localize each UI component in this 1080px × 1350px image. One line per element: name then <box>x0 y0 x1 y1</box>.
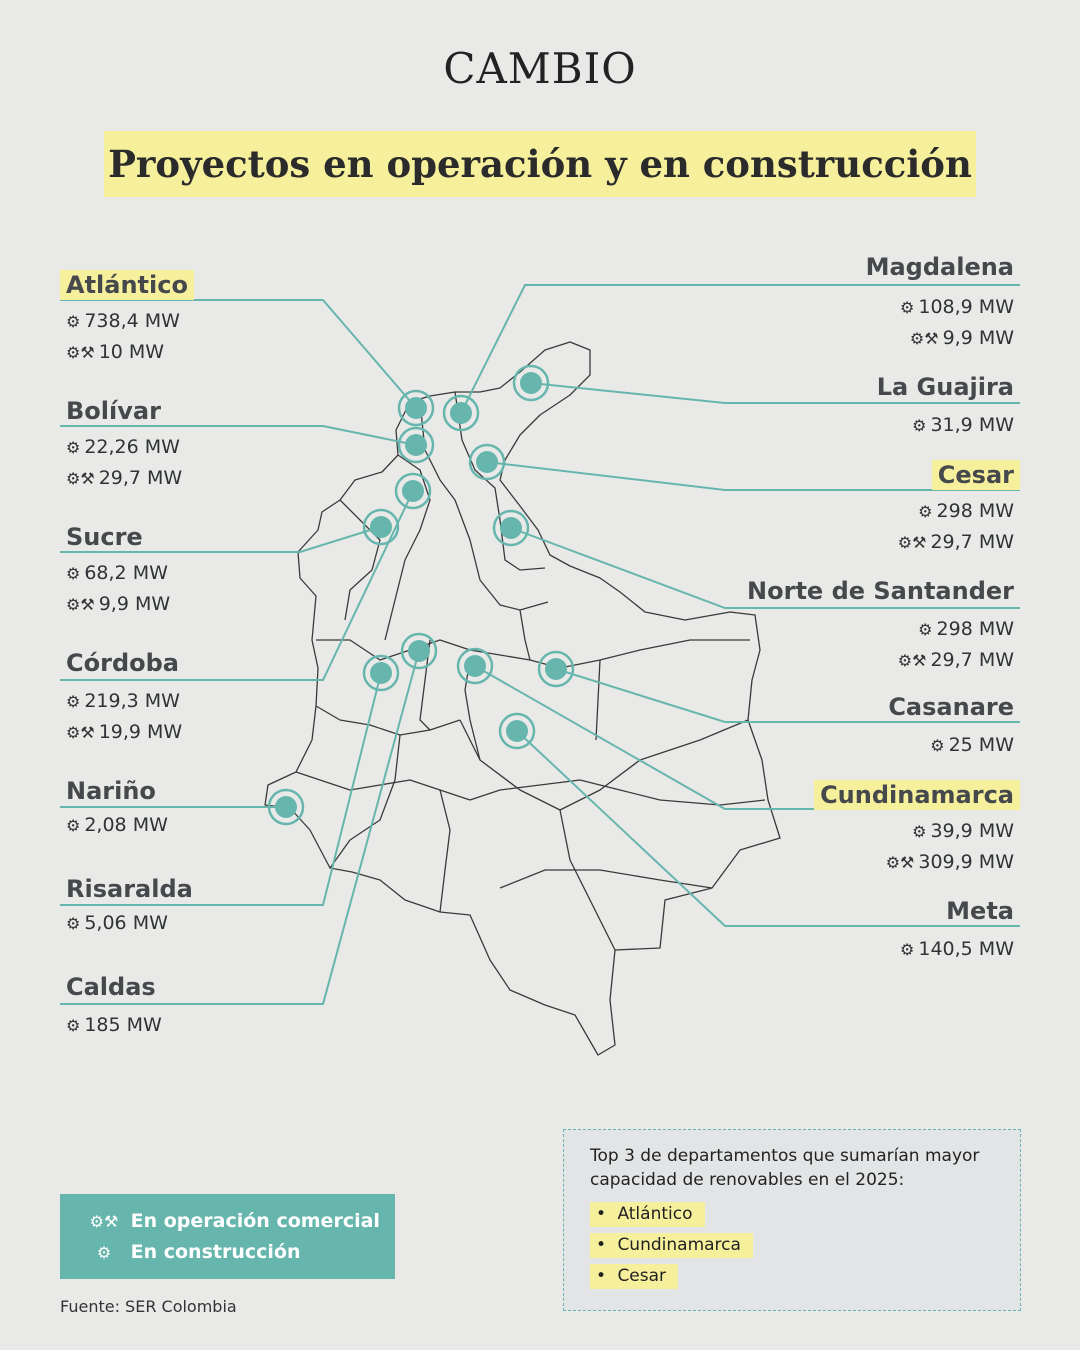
solar-gear-icon: ⚙ <box>96 1243 112 1262</box>
construction-stat: ⚙⚒ 10 MW <box>60 337 400 368</box>
solar-gear-icon: ⚙ <box>66 692 81 711</box>
dept-name: Atlántico <box>60 270 194 300</box>
gear-hammer-icon: ⚙⚒ <box>66 343 95 362</box>
solar-gear-icon: ⚙ <box>900 298 915 317</box>
dept-name: La Guajira <box>876 373 1014 401</box>
marker-atlantico <box>399 391 433 425</box>
list-item: • Atlántico <box>590 1202 1020 1227</box>
gear-hammer-icon: ⚙⚒ <box>897 533 927 552</box>
operation-stat: ⚙ 219,3 MW <box>60 686 400 717</box>
internal-border <box>596 660 600 740</box>
gear-hammer-icon: ⚙⚒ <box>66 469 95 488</box>
legend-item-construction: ⚙ En construcción <box>88 1237 395 1268</box>
operation-stat: ⚙ 738,4 MW <box>60 306 400 337</box>
dept-name: Casanare <box>888 693 1014 721</box>
marker-norte-de-santander <box>494 511 528 545</box>
marker-cordoba <box>396 474 430 508</box>
operation-stat: ⚙ 298 MW <box>680 614 1020 645</box>
solar-gear-icon: ⚙ <box>912 822 927 841</box>
construction-stat: ⚙⚒ 9,9 MW <box>680 323 1020 354</box>
solar-gear-icon: ⚙ <box>930 736 945 755</box>
marker-bolivar <box>399 428 433 462</box>
marker-casanare <box>539 652 573 686</box>
construction-stat: ⚙⚒ 309,9 MW <box>680 847 1020 878</box>
operation-stat: ⚙ 5,06 MW <box>60 908 400 939</box>
internal-border <box>440 790 450 912</box>
solar-gear-icon: ⚙ <box>900 940 915 959</box>
construction-stat: ⚙⚒ 9,9 MW <box>60 589 400 620</box>
solar-gear-icon: ⚙ <box>918 502 933 521</box>
operation-stat: ⚙ 31,9 MW <box>680 410 1020 441</box>
dept-cordoba <box>60 648 400 748</box>
solar-gear-icon: ⚙ <box>66 816 81 835</box>
dept-magdalena <box>680 252 1020 354</box>
dept-caldas <box>60 972 400 1041</box>
operation-stat: ⚙ 2,08 MW <box>60 810 400 841</box>
dept-bolivar <box>60 396 400 494</box>
solar-gear-icon: ⚙ <box>66 1016 81 1035</box>
solar-gear-icon: ⚙ <box>66 914 81 933</box>
operation-stat: ⚙ 68,2 MW <box>60 558 400 589</box>
dept-name: Nariño <box>66 777 156 805</box>
operation-stat: ⚙ 298 MW <box>680 496 1020 527</box>
solar-gear-icon: ⚙ <box>66 438 81 457</box>
dept-name: Bolívar <box>66 397 161 425</box>
dept-casanare <box>680 692 1020 761</box>
operation-stat: ⚙ 140,5 MW <box>680 934 1020 965</box>
internal-border <box>560 810 615 950</box>
top3-box <box>563 1129 1021 1311</box>
gear-hammer-icon: ⚙⚒ <box>66 595 95 614</box>
marker-cundinamarca <box>458 649 492 683</box>
solar-gear-icon: ⚙ <box>66 564 81 583</box>
top3-list <box>590 1202 1020 1289</box>
gear-hammer-icon: ⚙⚒ <box>66 723 95 742</box>
gear-hammer-icon: ⚙⚒ <box>885 853 915 872</box>
marker-meta <box>500 714 534 748</box>
dept-norte-de-santander <box>680 576 1020 676</box>
dept-name: Córdoba <box>66 649 179 677</box>
list-item: • Cundinamarca <box>590 1233 1020 1258</box>
operation-stat: ⚙ 22,26 MW <box>60 432 400 463</box>
dept-name: Norte de Santander <box>747 577 1014 605</box>
brand-logo: CAMBIO <box>443 44 637 93</box>
dept-meta <box>680 896 1020 965</box>
operation-stat: ⚙ 25 MW <box>680 730 1020 761</box>
internal-border <box>420 402 548 610</box>
gear-hammer-icon: ⚙⚒ <box>909 329 939 348</box>
dept-cesar <box>680 460 1020 558</box>
construction-stat: ⚙⚒ 29,7 MW <box>680 645 1020 676</box>
marker-magdalena <box>444 396 478 430</box>
solar-gear-icon: ⚙ <box>912 416 927 435</box>
solar-gear-icon: ⚙ <box>918 620 933 639</box>
dept-name: Meta <box>946 897 1014 925</box>
list-item: • Cesar <box>590 1264 1020 1289</box>
construction-stat: ⚙⚒ 29,7 MW <box>680 527 1020 558</box>
dept-name: Sucre <box>66 523 143 551</box>
dept-name: Risaralda <box>66 875 193 903</box>
internal-border <box>520 610 530 660</box>
operation-stat: ⚙ 185 MW <box>60 1010 400 1041</box>
gear-hammer-icon: ⚙⚒ <box>897 651 927 670</box>
dept-cundinamarca <box>680 780 1020 878</box>
page-title: Proyectos en operación y en construcción <box>104 131 976 197</box>
dept-sucre <box>60 522 400 620</box>
legend <box>60 1194 395 1279</box>
dept-name: Cundinamarca <box>814 780 1020 810</box>
gear-hammer-icon: ⚙⚒ <box>89 1212 119 1231</box>
construction-stat: ⚙⚒ 19,9 MW <box>60 717 400 748</box>
legend-item-operation: ⚙⚒ En operación comercial <box>88 1206 395 1237</box>
dept-name: Cesar <box>932 460 1020 490</box>
dept-risaralda <box>60 874 400 939</box>
marker-cesar <box>470 445 504 479</box>
dept-narino <box>60 776 400 841</box>
operation-stat: ⚙ 108,9 MW <box>680 292 1020 323</box>
operation-stat: ⚙ 39,9 MW <box>680 816 1020 847</box>
dept-la-guajira <box>680 372 1020 441</box>
dept-atlantico <box>60 270 400 368</box>
top3-text: Top 3 de departamentos que sumarían mayor capacidad de renovables en el 2025: <box>590 1146 980 1190</box>
marker-la-guajira <box>514 366 548 400</box>
source-note: Fuente: SER Colombia <box>60 1297 237 1316</box>
dept-name: Magdalena <box>865 253 1014 281</box>
construction-stat: ⚙⚒ 29,7 MW <box>60 463 400 494</box>
solar-gear-icon: ⚙ <box>66 312 81 331</box>
dept-name: Caldas <box>66 973 156 1001</box>
